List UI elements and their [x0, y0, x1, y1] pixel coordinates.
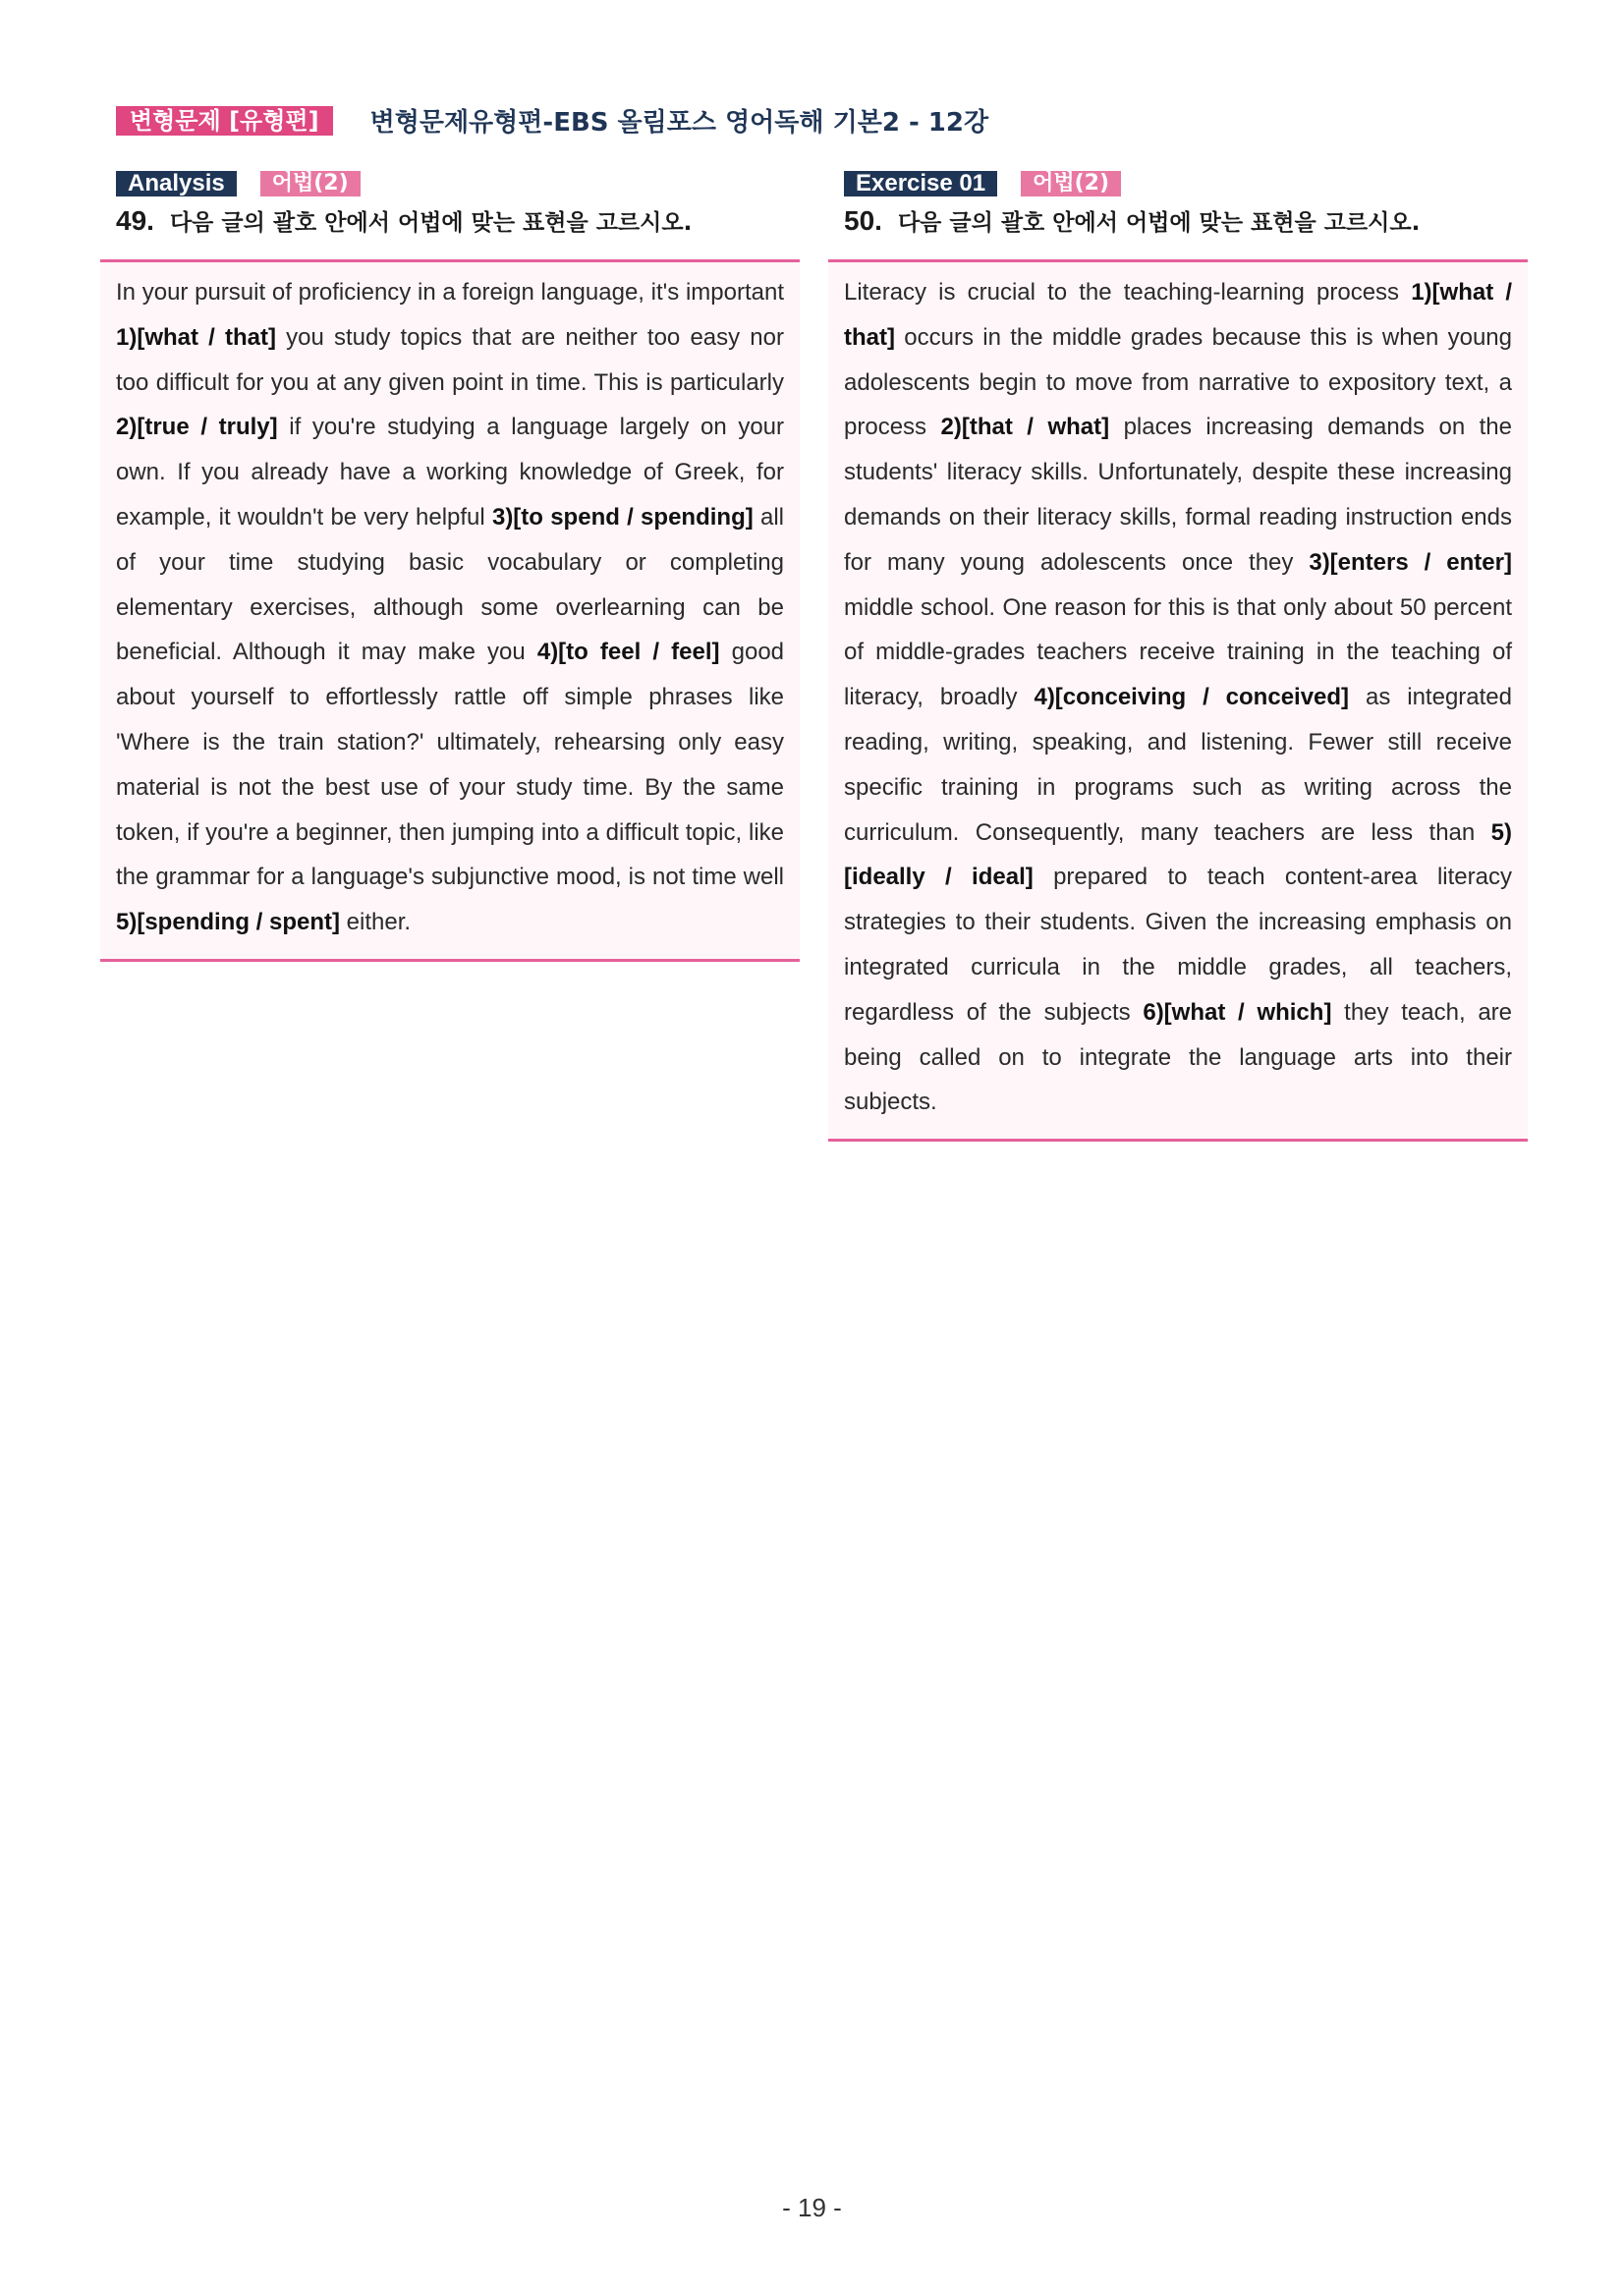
- header-title: 변형문제유형편-EBS 올림포스 영어독해 기본2 - 12강: [369, 108, 989, 138]
- passage-text: prepared to teach content-area literacy strategies to their students. Given the increasing emphasis on integrated curricula in the middle grades, all teachers, regardless of the subjects: [844, 864, 1512, 1026]
- question-number: 49.: [116, 205, 154, 236]
- section-label: Analysis: [116, 171, 237, 196]
- passage-text: all of your time studying basic vocabulary or completing elementary exercises, although some overlearning can be beneficial. Although it may make you: [116, 503, 784, 666]
- answer-choice: 5)[spending / spent]: [116, 909, 340, 936]
- passage-text: as integrated reading, writing, speaking, and listening. Fewer still receive specific training in programs such as writing across the curriculum. Consequently, many teachers are less than: [844, 684, 1512, 846]
- answer-choice: 4)[conceiving / conceived]: [1034, 684, 1350, 711]
- right-labels: [844, 171, 1528, 196]
- question-number: 50.: [844, 205, 882, 236]
- page-header: [116, 102, 988, 139]
- right-column: [828, 171, 1528, 1142]
- answer-choice: 1)[what / that]: [844, 279, 1512, 351]
- left-labels: [116, 171, 800, 196]
- passage-text: if you're studying a language largely on your own. If you already have a working knowledge of Greek, for example, it wouldn't be very helpful: [116, 414, 784, 531]
- passage-box: [100, 259, 800, 962]
- passage-text: occurs in the middle grades because this is when young adolescents begin to move from narrative to expository text, a process: [844, 323, 1512, 441]
- answer-choice: 2)[true / truly]: [116, 414, 278, 441]
- answer-choice: 3)[enters / enter]: [1309, 548, 1512, 576]
- passage-text: middle school. One reason for this is that only about 50 percent of middle-grades teachers receive training in the teaching of literacy, broadly: [844, 593, 1512, 711]
- passage-text: In your pursuit of proficiency in a foreign language, it's important: [116, 279, 784, 306]
- answer-choice: 3)[to spend / spending]: [491, 503, 754, 531]
- passage-box: [828, 259, 1528, 1142]
- category-label: 어법(2): [1021, 171, 1121, 196]
- answer-choice: 1)[what / that]: [116, 323, 276, 351]
- answer-choice: 5)[ideally / ideal]: [844, 818, 1512, 891]
- passage-text: good about yourself to effortlessly rattle off simple phrases like 'Where is the train station?' ultimately, rehearsing only easy material is not the best use of your study time. By the same token, if you're a beginner, then jumping into a difficult topic, like the grammar for a language's subjunctive mood, is not time well: [116, 639, 785, 891]
- passage-text: they teach, are being called on to integrate the language arts into their subjects.: [844, 998, 1513, 1116]
- question-text: 다음 글의 괄호 안에서 어법에 맞는 표현을 고르시오.: [897, 210, 1421, 236]
- question-text: 다음 글의 괄호 안에서 어법에 맞는 표현을 고르시오.: [169, 210, 693, 236]
- section-label: Exercise 01: [844, 171, 997, 196]
- passage-text: Literacy is crucial to the teaching-learning process: [844, 279, 1412, 306]
- answer-choice: 4)[to feel / feel]: [536, 639, 720, 666]
- page-number: - 19 -: [782, 2193, 842, 2222]
- category-label: 어법(2): [260, 171, 361, 196]
- header-tag: 변형문제 [유형편]: [116, 106, 333, 136]
- passage-text: you study topics that are neither too easy nor too difficult for you at any given point in time. This is particularly: [116, 323, 784, 396]
- answer-choice: 2)[that / what]: [940, 414, 1110, 441]
- question-title: [844, 204, 1528, 240]
- answer-choice: 6)[what / which]: [1143, 998, 1332, 1026]
- passage-text: either.: [340, 909, 412, 936]
- question-title: [116, 204, 800, 240]
- left-column: [100, 171, 800, 962]
- passage-text: places increasing demands on the students' literacy skills. Unfortunately, despite these increasing demands on their literacy skills, formal reading instruction ends for many young adolescents once they: [844, 414, 1513, 576]
